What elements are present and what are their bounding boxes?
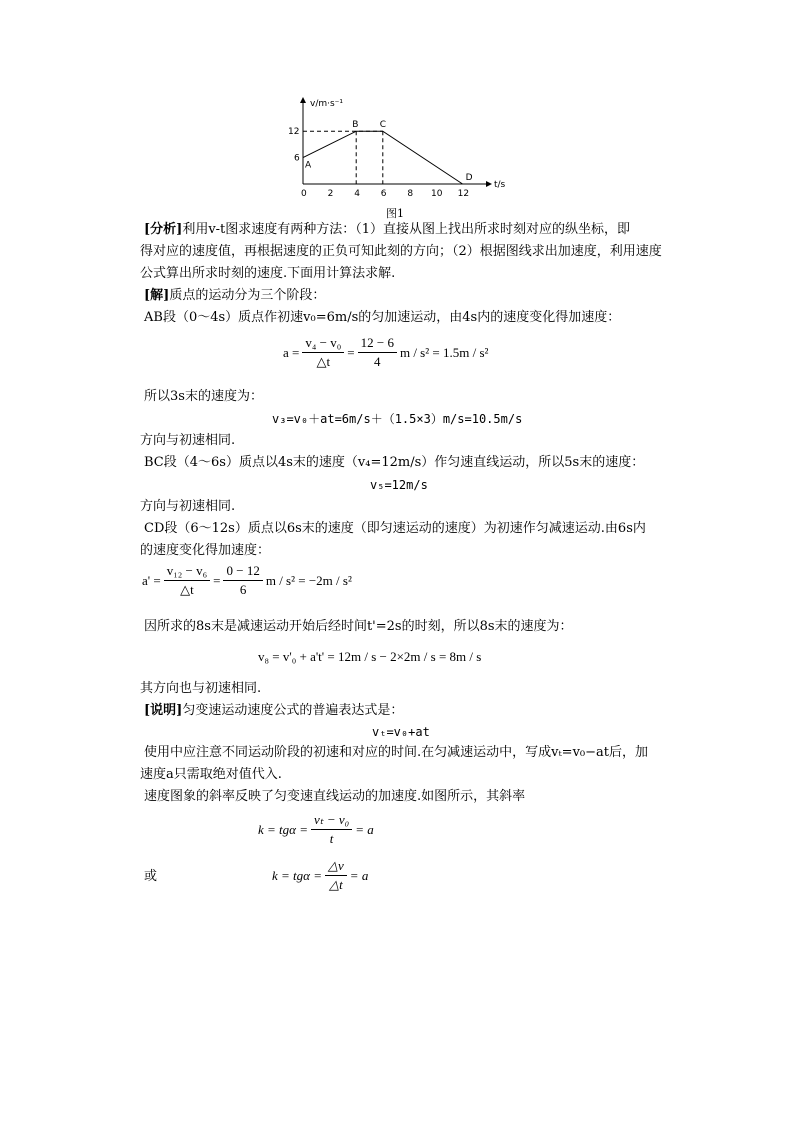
v5-equation: v₅=12m/s [370, 478, 428, 492]
y-tick-label: 6 [294, 153, 300, 164]
usage-line-1: 使用中应注意不同运动阶段的初速和对应的时间.在匀减速运动中，写成vₜ=v₀−at后，加 [144, 745, 648, 760]
equation-a [283, 335, 488, 370]
equation-a-prime [142, 563, 352, 598]
eq2-f1-num: v₁₂ − v₆ [164, 563, 210, 581]
point-label: C [379, 120, 387, 131]
solution-line-1 [144, 285, 325, 307]
eq4-den: t [329, 831, 334, 846]
y-tick-label: 12 [288, 127, 300, 138]
eq2-f1-den: △t [180, 582, 194, 597]
y-axis-label: v/m·s⁻¹ [310, 99, 344, 109]
eq2-fraction-2 [223, 563, 262, 598]
eq4-num: vₜ − v₀ [311, 812, 352, 830]
eq1-lhs: a = [283, 344, 300, 360]
slope-equation-2 [272, 858, 368, 893]
eq1-f2-den: 4 [374, 354, 381, 369]
eq5-num: △v [325, 858, 347, 876]
x-tick-label: 4 [354, 189, 360, 199]
analysis-text-1: 利用v-t图求速度有两种方法：（1）直接从图上找出所求时刻对应的纵坐标，即 [182, 222, 631, 237]
eq1-f2-num: 12 − 6 [358, 335, 397, 353]
note-tag: [说明] [144, 703, 183, 718]
eq4-rest: = a [355, 821, 374, 837]
eq5-den: △t [329, 877, 343, 892]
eq2-f2-den: 6 [239, 582, 247, 597]
ab-segment-line: AB段（0～4s）质点作初速v₀=6m/s的匀加速运动，由4s内的速度变化得加速度： [144, 310, 621, 325]
analysis-tag: [分析] [144, 222, 183, 237]
slope-line-1: 速度图象的斜率反映了匀变速直线运动的加速度.如图所示，其斜率 [144, 789, 526, 804]
cd-segment-line-1: CD段（6～12s）质点以6s末的速度（即匀速运动的速度）为初速作匀减速运动.由6s内 [144, 521, 646, 536]
eq1-f1-den: △t [316, 354, 331, 369]
eq2-equals: = [213, 572, 221, 588]
eq1-fraction-1 [302, 335, 344, 370]
analysis-line-1 [144, 219, 630, 241]
same-direction-1: 方向与初速相同. [140, 433, 236, 448]
eq5-fraction [325, 858, 347, 893]
point-label: B [352, 120, 359, 131]
point-label: D [465, 173, 473, 183]
x-tick-label: 6 [380, 189, 387, 199]
same-direction-2: 方向与初速相同. [140, 499, 236, 514]
eq2-f2-num: 0 − 12 [223, 563, 262, 581]
eq5-lhs: k = tgα = [272, 867, 323, 883]
v3-equation: v₃=v₀＋at=6m/s＋（1.5×3）m/s=10.5m/s [272, 412, 523, 426]
vt-graph [276, 92, 516, 222]
analysis-line-3: 公式算出所求时刻的速度.下面用计算法求解. [140, 266, 396, 281]
x-tick-label: 12 [457, 189, 470, 199]
eq2-fraction-1 [164, 563, 210, 598]
analysis-line-2: 得对应的速度值，再根据速度的正负可知此刻的方向；（2）根据图线求出加速度，利用速度 [140, 244, 662, 259]
eq4-lhs: k = tgα = [258, 821, 309, 837]
or-word: 或 [144, 869, 158, 884]
figure-caption: 图1 [386, 207, 404, 220]
solution-tag: [解] [144, 288, 170, 303]
note-text-1: 匀变速运动速度公式的普遍表达式是： [182, 703, 404, 718]
slope-equation-1 [258, 812, 374, 847]
x-tick-label: 10 [431, 189, 443, 199]
solution-text-1: 质点的运动分为三个阶段： [169, 288, 326, 303]
eq2-rest: m / s² = −2m / s² [265, 572, 352, 588]
x-axis-label: t/s [494, 180, 506, 190]
eq1-f1-num: v₄ − v₀ [302, 335, 344, 353]
eq4-fraction [311, 812, 352, 847]
eq1-fraction-2 [358, 335, 397, 370]
vt-formula: vₜ=v₀+at [372, 725, 430, 739]
x-tick-label: 2 [327, 189, 334, 199]
eq5-rest: = a [349, 867, 369, 883]
because-8s-line: 因所求的8s末是减速运动开始后经时间t'=2s的时刻，所以8s末的速度为： [144, 619, 573, 634]
bc-segment-line: BC段（4～6s）质点以4s末的速度（v₄=12m/s）作匀速直线运动，所以5s末的速度： [144, 455, 645, 470]
point-label: A [305, 160, 312, 171]
note-line-1 [144, 700, 403, 722]
eq1-equals: = [347, 344, 355, 360]
eq1-rest: m / s² = 1.5m / s² [399, 344, 489, 360]
usage-line-2: 速度a只需取绝对值代入. [140, 767, 282, 782]
eq2-lhs: a' = [142, 572, 161, 588]
so-3s-line: 所以3s末的速度为： [144, 389, 263, 404]
cd-segment-line-2: 的速度变化得加速度： [140, 543, 271, 558]
v8-equation: v₈ = v'₀ + a't' = 12m / s − 2×2m / s = 8m / s [258, 649, 482, 664]
x-tick-label: 0 [301, 189, 307, 199]
same-direction-3: 其方向也与初速相同. [140, 681, 262, 696]
x-tick-label: 8 [407, 189, 414, 199]
